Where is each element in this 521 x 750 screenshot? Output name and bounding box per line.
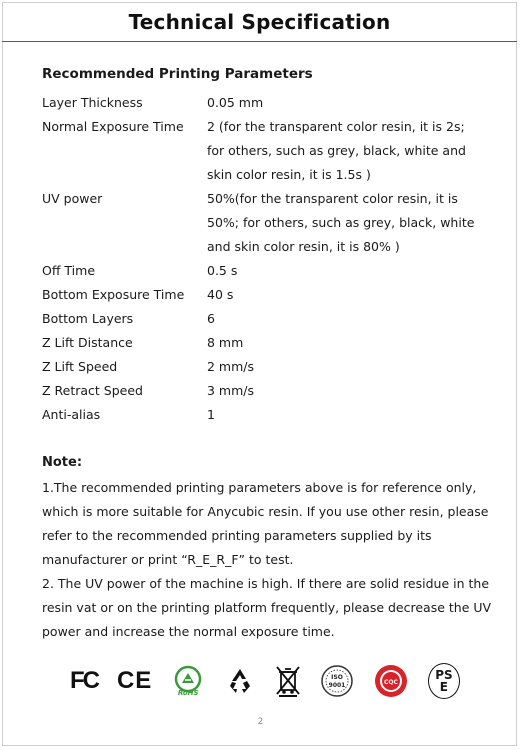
param-value: 40 s <box>207 287 234 302</box>
weee-bin-icon <box>275 665 301 697</box>
param-row <box>42 379 482 403</box>
param-label: Anti-alias <box>42 407 101 422</box>
param-label: Z Retract Speed <box>42 383 143 398</box>
param-label: UV power <box>42 191 103 206</box>
param-row <box>42 283 482 307</box>
param-row <box>42 91 482 115</box>
param-value: 2 mm/s <box>207 359 255 374</box>
recycle-icon <box>224 666 256 696</box>
certification-logos <box>70 660 460 702</box>
param-row <box>42 403 482 427</box>
param-label: Z Lift Speed <box>42 359 118 374</box>
rohs-icon: RoHS <box>171 662 205 700</box>
param-label: Z Lift Distance <box>42 335 133 350</box>
param-value: 6 <box>207 311 215 326</box>
param-row <box>42 187 482 259</box>
param-value: 0.05 mm <box>207 95 264 110</box>
section-title: Recommended Printing Parameters <box>42 66 313 82</box>
param-label: Off Time <box>42 263 96 278</box>
param-value: 3 mm/s <box>207 383 255 398</box>
svg-text:ISO: ISO <box>331 674 343 681</box>
page-header <box>2 2 517 42</box>
param-label: Bottom Exposure Time <box>42 287 185 302</box>
param-row <box>42 115 482 187</box>
param-row <box>42 331 482 355</box>
param-row <box>42 259 482 283</box>
svg-text:CQC: CQC <box>384 679 398 686</box>
param-row <box>42 307 482 331</box>
page-number: 2 <box>257 717 264 727</box>
pse-icon: PS E <box>428 663 460 699</box>
param-label: Normal Exposure Time <box>42 119 184 134</box>
param-label: Bottom Layers <box>42 311 134 326</box>
param-value: 0.5 s <box>207 263 238 278</box>
param-row <box>42 355 482 379</box>
param-value: 2 (for the transparent color resin, it is 2s; for others, such as grey, black, white and skin color resin, it is 1.5s ) <box>207 119 466 182</box>
note-item-2: 2. The UV power of the machine is high. If there are solid residue in the resin vat or on the printing platform frequently, please decrease the UV power and increase the normal exposure time. <box>42 576 492 639</box>
iso-9001-icon <box>320 664 354 698</box>
parameters-table <box>42 91 482 427</box>
cqc-icon <box>373 663 409 699</box>
note-body <box>42 476 492 644</box>
page-title: Technical Specification <box>128 9 391 34</box>
param-value: 50%(for the transparent color resin, it is 50%; for others, such as grey, black, white and skin color resin, it is 80% ) <box>207 191 475 254</box>
note-item-1: 1.The recommended printing parameters above is for reference only, which is more suitable for Anycubic resin. If you use other resin, please refer to the recommended printing parameters supplied by its manufacturer or print “R_E_R_F” to test. <box>42 480 489 567</box>
note-title: Note: <box>42 455 83 470</box>
fc-icon: FC <box>70 667 98 694</box>
param-label: Layer Thickness <box>42 95 143 110</box>
param-value: 1 <box>207 407 215 422</box>
ce-icon: CE <box>116 667 153 694</box>
svg-text:9001: 9001 <box>328 682 346 689</box>
param-value: 8 mm <box>207 335 244 350</box>
